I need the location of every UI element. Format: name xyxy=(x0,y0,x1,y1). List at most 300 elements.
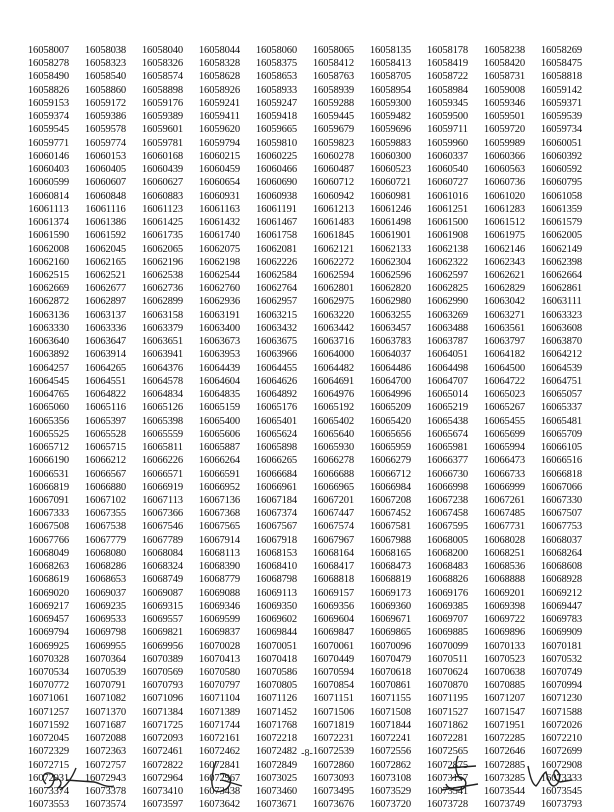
roll-number-cell: 16060607 xyxy=(84,177,127,189)
table-row xyxy=(20,415,590,428)
roll-number-cell: 16062075 xyxy=(198,243,241,255)
roll-number-cell: 16062398 xyxy=(540,256,583,268)
roll-number-cell: 16065060 xyxy=(27,402,70,414)
roll-number-cell: 16065402 xyxy=(312,415,355,427)
roll-number-cell: 16059501 xyxy=(483,111,526,123)
roll-number-cell: 16060300 xyxy=(369,150,412,162)
table-row xyxy=(20,428,590,441)
roll-number-cell: 16059172 xyxy=(84,97,127,109)
roll-number-cell: 16064604 xyxy=(198,375,241,387)
roll-number-cell: 16064212 xyxy=(540,349,583,361)
roll-number-cell: 16062897 xyxy=(84,296,127,308)
roll-number-cell: 16068165 xyxy=(369,547,412,559)
roll-number-cell: 16058326 xyxy=(141,58,184,70)
roll-number-cell: 16058038 xyxy=(84,45,127,56)
roll-number-cell: 16061908 xyxy=(426,230,469,242)
roll-number-cell: 16069837 xyxy=(198,627,241,639)
roll-number-cell: 16073749 xyxy=(483,799,526,811)
roll-number-cell: 16063158 xyxy=(141,309,184,321)
roll-number-cell: 16069722 xyxy=(483,614,526,626)
roll-number-cell: 16073720 xyxy=(369,799,412,811)
roll-number-cell: 16073793 xyxy=(540,799,583,811)
roll-number-cell: 16063787 xyxy=(426,336,469,348)
table-row xyxy=(20,216,590,229)
roll-number-cell: 16069087 xyxy=(141,587,184,599)
roll-number-cell: 16064051 xyxy=(426,349,469,361)
table-row xyxy=(20,282,590,295)
roll-number-cell: 16062975 xyxy=(312,296,355,308)
roll-number-cell: 16067355 xyxy=(84,508,127,520)
table-row xyxy=(20,137,590,150)
roll-number-cell: 16066278 xyxy=(312,455,355,467)
table-row xyxy=(20,587,590,600)
roll-number-cell: 16064765 xyxy=(27,389,70,401)
roll-number-cell: 16066377 xyxy=(426,455,469,467)
roll-number-cell: 16058628 xyxy=(198,71,241,83)
roll-number-cell: 16069794 xyxy=(27,627,70,639)
roll-number-cell: 16064486 xyxy=(369,362,412,374)
roll-number-cell: 16064700 xyxy=(369,375,412,387)
table-row xyxy=(20,653,590,666)
table-row xyxy=(20,229,590,242)
roll-number-cell: 16058269 xyxy=(540,45,583,56)
roll-number-table xyxy=(20,44,590,812)
roll-number-cell: 16069865 xyxy=(369,627,412,639)
roll-number-cell: 16073545 xyxy=(540,786,583,798)
roll-number-cell: 16059601 xyxy=(141,124,184,136)
roll-number-cell: 16059696 xyxy=(369,124,412,136)
roll-number-cell: 16061735 xyxy=(141,230,184,242)
roll-number-cell: 16072329 xyxy=(27,746,70,758)
roll-number-cell: 16062081 xyxy=(255,243,298,255)
table-row xyxy=(20,348,590,361)
roll-number-cell: 16070418 xyxy=(255,653,298,665)
roll-number-cell: 16073333 xyxy=(540,772,583,784)
roll-number-cell: 16069956 xyxy=(141,640,184,652)
roll-number-cell: 16073157 xyxy=(426,772,469,784)
roll-number-cell: 16058860 xyxy=(84,84,127,96)
roll-number-cell: 16059418 xyxy=(255,111,298,123)
roll-number-cell: 16059008 xyxy=(483,84,526,96)
roll-number-cell: 16069360 xyxy=(369,600,412,612)
roll-number-cell: 16061512 xyxy=(483,217,526,229)
roll-number-cell: 16070586 xyxy=(255,667,298,679)
roll-number-cell: 16070523 xyxy=(483,653,526,665)
roll-number-cell: 16070569 xyxy=(141,667,184,679)
roll-number-cell: 16069844 xyxy=(255,627,298,639)
roll-number-cell: 16072281 xyxy=(426,733,469,745)
roll-number-cell: 16072860 xyxy=(312,759,355,771)
roll-number-cell: 16064722 xyxy=(483,375,526,387)
roll-number-cell: 16060278 xyxy=(312,150,355,162)
roll-number-cell: 16059241 xyxy=(198,97,241,109)
roll-number-cell: 16060487 xyxy=(312,164,355,176)
roll-number-cell: 16068483 xyxy=(426,561,469,573)
roll-number-cell: 16072565 xyxy=(426,746,469,758)
roll-number-cell: 16061123 xyxy=(142,203,183,215)
roll-number-cell: 16066919 xyxy=(141,481,184,493)
roll-number-cell: 16062515 xyxy=(27,269,70,281)
roll-number-cell: 16061590 xyxy=(27,230,70,242)
roll-number-cell: 16060654 xyxy=(198,177,241,189)
roll-number-cell: 16067238 xyxy=(426,494,469,506)
roll-number-cell: 16069176 xyxy=(426,587,469,599)
table-row xyxy=(20,243,590,256)
roll-number-cell: 16073093 xyxy=(312,772,355,784)
roll-number-cell: 16065219 xyxy=(426,402,469,414)
roll-number-cell: 16065192 xyxy=(312,402,355,414)
table-row xyxy=(20,269,590,282)
roll-number-cell: 16072045 xyxy=(27,733,70,745)
roll-number-cell: 16069955 xyxy=(84,640,127,652)
roll-number-cell: 16063442 xyxy=(312,322,355,334)
roll-number-cell: 16059371 xyxy=(540,97,583,109)
roll-number-cell: 16058178 xyxy=(426,45,469,56)
roll-number-cell: 16066712 xyxy=(369,468,412,480)
roll-number-cell: 16062226 xyxy=(255,256,298,268)
roll-number-cell: 16062872 xyxy=(27,296,70,308)
roll-number-cell: 16062065 xyxy=(141,243,184,255)
roll-number-cell: 16060814 xyxy=(27,190,70,202)
roll-number-cell: 16062008 xyxy=(27,243,70,255)
roll-number-cell: 16069909 xyxy=(540,627,583,639)
roll-number-cell: 16058475 xyxy=(540,58,583,70)
table-row xyxy=(20,150,590,163)
roll-number-cell: 16067136 xyxy=(198,494,241,506)
roll-number-cell: 16064539 xyxy=(540,362,583,374)
roll-number-cell: 16067066 xyxy=(540,481,583,493)
table-row xyxy=(20,613,590,626)
table-row xyxy=(20,163,590,176)
roll-number-cell: 16058044 xyxy=(198,45,241,56)
roll-number-cell: 16063269 xyxy=(426,309,469,321)
roll-number-cell: 16063892 xyxy=(27,349,70,361)
roll-number-cell: 16061116 xyxy=(85,203,126,215)
roll-number-cell: 16058135 xyxy=(369,45,412,56)
roll-number-cell: 16062990 xyxy=(426,296,469,308)
roll-number-cell: 16059345 xyxy=(426,97,469,109)
roll-number-cell: 16064626 xyxy=(255,375,298,387)
roll-number-cell: 16060883 xyxy=(141,190,184,202)
roll-number-cell: 16059545 xyxy=(27,124,70,136)
roll-number-cell: 16061592 xyxy=(84,230,127,242)
roll-number-cell: 16070328 xyxy=(27,653,70,665)
roll-number-cell: 16071725 xyxy=(141,719,184,731)
roll-number-cell: 16058412 xyxy=(312,58,355,70)
roll-number-cell: 16061758 xyxy=(255,230,298,242)
roll-number-cell: 16058328 xyxy=(198,58,241,70)
table-row xyxy=(20,560,590,573)
roll-number-cell: 16070624 xyxy=(426,667,469,679)
roll-number-cell: 16070791 xyxy=(84,680,127,692)
roll-number-cell: 16060627 xyxy=(141,177,184,189)
roll-number-cell: 16058898 xyxy=(141,84,184,96)
roll-number-table-body xyxy=(20,44,590,812)
roll-number-cell: 16069885 xyxy=(426,627,469,639)
roll-number-cell: 16065528 xyxy=(84,428,127,440)
roll-number-cell: 16071207 xyxy=(483,693,526,705)
roll-number-cell: 16068251 xyxy=(483,547,526,559)
roll-number-cell: 16063191 xyxy=(198,309,241,321)
roll-number-cell: 16065398 xyxy=(141,415,184,427)
roll-number-cell: 16062825 xyxy=(426,283,469,295)
roll-number-cell: 16072482 xyxy=(255,746,298,758)
roll-number-cell: 16061016 xyxy=(426,190,469,202)
roll-number-cell: 16069235 xyxy=(84,600,127,612)
roll-number-cell: 16066591 xyxy=(198,468,241,480)
roll-number-cell: 16058040 xyxy=(141,45,184,56)
roll-number-cell: 16059679 xyxy=(312,124,355,136)
roll-number-cell: 16062138 xyxy=(426,243,469,255)
roll-number-cell: 16069037 xyxy=(84,587,127,599)
roll-number-cell: 16069671 xyxy=(369,614,412,626)
roll-number-cell: 16070061 xyxy=(312,640,355,652)
roll-number-cell: 16069315 xyxy=(141,600,184,612)
roll-number-cell: 16071862 xyxy=(426,719,469,731)
roll-number-cell: 16064482 xyxy=(312,362,355,374)
roll-number-cell: 16064000 xyxy=(312,349,355,361)
roll-number-cell: 16071452 xyxy=(255,706,298,718)
table-row xyxy=(20,84,590,97)
roll-number-cell: 16068037 xyxy=(540,534,583,546)
roll-number-cell: 16059781 xyxy=(141,137,184,149)
roll-number-cell: 16058278 xyxy=(27,58,70,70)
roll-number-cell: 16064500 xyxy=(483,362,526,374)
roll-number-cell: 16063870 xyxy=(540,336,583,348)
roll-number-cell: 16067731 xyxy=(483,521,526,533)
table-row xyxy=(20,44,590,57)
roll-number-cell: 16065624 xyxy=(255,428,298,440)
roll-number-cell: 16064182 xyxy=(483,349,526,361)
roll-number-cell: 16071151 xyxy=(313,693,354,705)
roll-number-cell: 16061213 xyxy=(312,203,355,215)
table-row xyxy=(20,666,590,679)
roll-number-cell: 16060466 xyxy=(255,164,298,176)
roll-number-cell: 16067914 xyxy=(198,534,241,546)
roll-number-cell: 16060736 xyxy=(483,177,526,189)
roll-number-cell: 16061020 xyxy=(483,190,526,202)
roll-number-cell: 16065438 xyxy=(426,415,469,427)
roll-number-cell: 16058065 xyxy=(312,45,355,56)
roll-number-cell: 16070797 xyxy=(198,680,241,692)
roll-number-cell: 16067779 xyxy=(84,534,127,546)
roll-number-cell: 16066264 xyxy=(198,455,241,467)
roll-number-cell: 16070051 xyxy=(255,640,298,652)
roll-number-cell: 16063783 xyxy=(369,336,412,348)
roll-number-cell: 16061058 xyxy=(540,190,583,202)
roll-number-cell: 16060337 xyxy=(426,150,469,162)
roll-number-cell: 16065525 xyxy=(27,428,70,440)
roll-number-cell: 16067538 xyxy=(84,521,127,533)
roll-number-cell: 16070805 xyxy=(255,680,298,692)
roll-number-cell: 16072161 xyxy=(198,733,241,745)
roll-number-cell: 16068164 xyxy=(312,547,355,559)
roll-number-cell: 16059386 xyxy=(84,111,127,123)
roll-number-cell: 16062936 xyxy=(198,296,241,308)
roll-number-cell: 16063914 xyxy=(84,349,127,361)
roll-number-cell: 16069212 xyxy=(540,587,583,599)
roll-number-cell: 16073574 xyxy=(84,799,127,811)
roll-number-cell: 16068263 xyxy=(27,561,70,573)
roll-number-cell: 16070133 xyxy=(483,640,526,652)
roll-number-cell: 16059665 xyxy=(255,124,298,136)
roll-number-cell: 16070532 xyxy=(540,653,583,665)
roll-number-cell: 16062760 xyxy=(198,283,241,295)
roll-number-cell: 16062596 xyxy=(369,269,412,281)
roll-number-cell: 16067753 xyxy=(540,521,583,533)
roll-number-cell: 16068080 xyxy=(84,547,127,559)
roll-number-cell: 16068473 xyxy=(369,561,412,573)
roll-number-cell: 16071061 xyxy=(27,693,70,705)
roll-number-cell: 16073285 xyxy=(483,772,526,784)
roll-number-cell: 16073378 xyxy=(84,786,127,798)
roll-number-cell: 16065126 xyxy=(141,402,184,414)
roll-number-cell: 16064455 xyxy=(255,362,298,374)
roll-number-cell: 16069599 xyxy=(198,614,241,626)
roll-number-cell: 16066880 xyxy=(84,481,127,493)
roll-number-cell: 16065656 xyxy=(369,428,412,440)
roll-number-cell: 16060439 xyxy=(141,164,184,176)
roll-number-cell: 16062196 xyxy=(141,256,184,268)
roll-number-cell: 16069217 xyxy=(27,600,70,612)
roll-number-cell: 16059774 xyxy=(84,137,127,149)
roll-number-cell: 16066730 xyxy=(426,468,469,480)
roll-number-cell: 16062045 xyxy=(84,243,127,255)
roll-number-cell: 16062677 xyxy=(84,283,127,295)
table-row xyxy=(20,362,590,375)
roll-number-cell: 16060392 xyxy=(540,150,583,162)
roll-number-cell: 16066965 xyxy=(312,481,355,493)
roll-number-cell: 16069602 xyxy=(255,614,298,626)
roll-number-cell: 16058705 xyxy=(369,71,412,83)
roll-number-cell: 16073544 xyxy=(483,786,526,798)
roll-number-cell: 16065994 xyxy=(483,442,526,454)
signature-1 xyxy=(36,758,126,798)
roll-number-cell: 16069925 xyxy=(27,640,70,652)
roll-number-cell: 16060721 xyxy=(369,177,412,189)
roll-number-cell: 16062594 xyxy=(312,269,355,281)
roll-number-cell: 16069201 xyxy=(483,587,526,599)
table-row xyxy=(20,97,590,110)
roll-number-cell: 16063215 xyxy=(255,309,298,321)
roll-number-cell: 16068619 xyxy=(27,574,70,586)
roll-number-cell: 16062957 xyxy=(255,296,298,308)
table-row xyxy=(20,534,590,547)
roll-number-cell: 16069088 xyxy=(198,587,241,599)
roll-number-cell: 16060795 xyxy=(540,177,583,189)
roll-number-cell: 16058722 xyxy=(426,71,469,83)
roll-number-cell: 16066733 xyxy=(483,468,526,480)
roll-number-cell: 16067184 xyxy=(255,494,298,506)
roll-number-cell: 16060051 xyxy=(540,137,583,149)
roll-number-cell: 16065709 xyxy=(540,428,583,440)
roll-number-cell: 16072093 xyxy=(141,733,184,745)
roll-number-cell: 16063673 xyxy=(198,336,241,348)
roll-number-cell: 16063608 xyxy=(540,322,583,334)
roll-number-cell: 16068653 xyxy=(84,574,127,586)
roll-number-cell: 16071687 xyxy=(84,719,127,731)
roll-number-cell: 16058490 xyxy=(27,71,70,83)
roll-number-cell: 16072556 xyxy=(369,746,412,758)
roll-number-cell: 16065959 xyxy=(369,442,412,454)
roll-number-cell: 16067574 xyxy=(312,521,355,533)
roll-number-cell: 16072646 xyxy=(483,746,526,758)
roll-number-cell: 16067485 xyxy=(483,508,526,520)
roll-number-cell: 16073529 xyxy=(369,786,412,798)
roll-number-cell: 16071744 xyxy=(198,719,241,731)
roll-number-cell: 16062899 xyxy=(141,296,184,308)
roll-number-cell: 16072218 xyxy=(255,733,298,745)
table-row xyxy=(20,520,590,533)
roll-number-cell: 16061500 xyxy=(426,217,469,229)
roll-number-cell: 16070028 xyxy=(198,640,241,652)
roll-number-cell: 16068264 xyxy=(540,547,583,559)
roll-number-cell: 16071257 xyxy=(27,706,70,718)
table-row xyxy=(20,798,590,811)
roll-number-cell: 16062820 xyxy=(369,283,412,295)
roll-number-cell: 16071195 xyxy=(427,693,468,705)
signature-4 xyxy=(520,756,580,796)
roll-number-cell: 16058763 xyxy=(312,71,355,83)
roll-number-cell: 16073495 xyxy=(312,786,355,798)
roll-number-cell: 16071155 xyxy=(370,693,411,705)
table-row xyxy=(20,388,590,401)
roll-number-cell: 16067458 xyxy=(426,508,469,520)
roll-number-cell: 16072822 xyxy=(141,759,184,771)
roll-number-cell: 16069557 xyxy=(141,614,184,626)
roll-number-cell: 16067113 xyxy=(142,494,183,506)
roll-number-cell: 16060153 xyxy=(84,150,127,162)
roll-number-cell: 16073025 xyxy=(255,772,298,784)
roll-number-cell: 16058926 xyxy=(198,84,241,96)
roll-number-cell: 16067261 xyxy=(483,494,526,506)
roll-number-cell: 16068324 xyxy=(141,561,184,573)
roll-number-cell: 16061113 xyxy=(28,203,69,215)
roll-number-cell: 16059300 xyxy=(369,97,412,109)
roll-number-cell: 16068049 xyxy=(27,547,70,559)
roll-number-cell: 16061498 xyxy=(369,217,412,229)
roll-number-cell: 16058420 xyxy=(483,58,526,70)
roll-number-cell: 16065898 xyxy=(255,442,298,454)
roll-number-cell: 16068888 xyxy=(483,574,526,586)
roll-number-cell: 16063220 xyxy=(312,309,355,321)
roll-number-cell: 16072849 xyxy=(255,759,298,771)
roll-number-cell: 16071588 xyxy=(540,706,583,718)
roll-number-cell: 16069533 xyxy=(84,614,127,626)
table-row xyxy=(20,375,590,388)
roll-number-cell: 16068819 xyxy=(369,574,412,586)
roll-number-cell: 16062736 xyxy=(141,283,184,295)
roll-number-cell: 16065981 xyxy=(426,442,469,454)
roll-number-cell: 16065712 xyxy=(27,442,70,454)
roll-number-cell: 16062272 xyxy=(312,256,355,268)
roll-number-cell: 16070096 xyxy=(369,640,412,652)
roll-number-cell: 16071104 xyxy=(199,693,240,705)
table-row xyxy=(20,309,590,322)
roll-number-cell: 16070594 xyxy=(312,667,355,679)
table-row xyxy=(20,481,590,494)
roll-number-cell: 16070413 xyxy=(198,653,241,665)
roll-number-cell: 16070861 xyxy=(369,680,412,692)
roll-number-cell: 16073410 xyxy=(141,786,184,798)
roll-number-cell: 16062165 xyxy=(84,256,127,268)
roll-number-cell: 16058818 xyxy=(540,71,583,83)
roll-number-cell: 16065023 xyxy=(483,389,526,401)
roll-number-cell: 16062304 xyxy=(369,256,412,268)
roll-number-cell: 16066190 xyxy=(27,455,70,467)
roll-number-cell: 16062521 xyxy=(84,269,127,281)
roll-number-cell: 16062584 xyxy=(255,269,298,281)
